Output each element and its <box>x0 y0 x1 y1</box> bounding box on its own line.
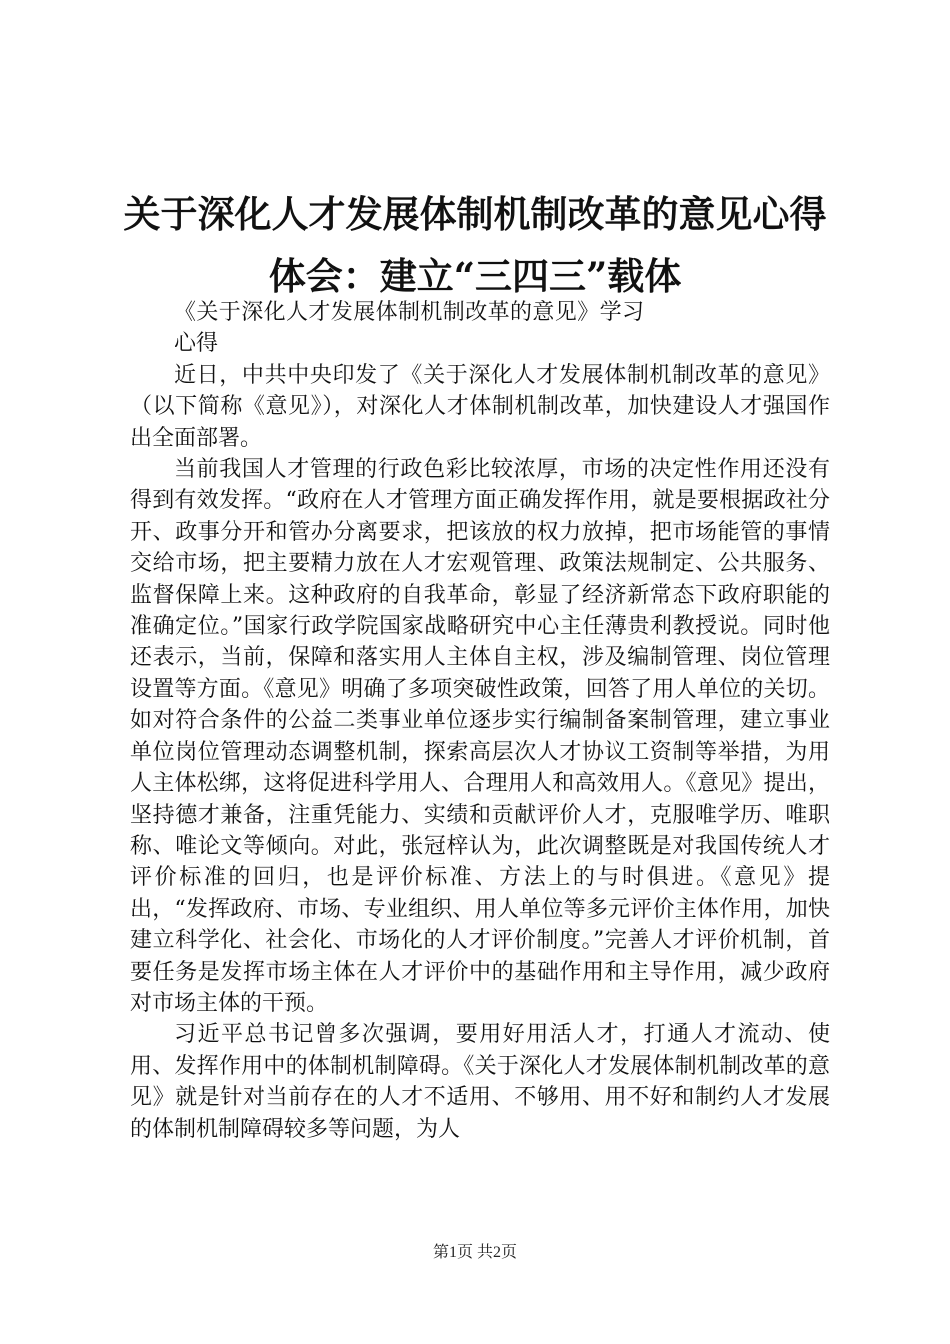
document-title: 关于深化人才发展体制机制改革的意见心得体会：建立“三四三”载体 <box>123 192 827 298</box>
document-subtitle: 《关于深化人才发展体制机制改革的意见》学习心得 <box>174 300 644 357</box>
paragraph-1: 近日，中共中央印发了《关于深化人才发展体制机制改革的意见》（以下简称《意见》），对深化人才体制机制改革，加快建设人才强国作出全面部署。 <box>130 362 830 451</box>
paragraph-2: 当前我国人才管理的行政色彩比较浓厚，市场的决定性作用还没有得到有效发挥。“政府在人才管理方面正确发挥作用，就是要根据政社分开、政事分开和管办分离要求，把该放的权力放掉，把市场能管的事情交给市场，把主要精力放在人才宏观管理、政策法规制定、公共服务、监督保障上来。这种政府的自我革命，彰显了经济新常态下政府职能的准确定位。”国家行政学院国家战略研究中心主任薄贵利教授说。同时他还表示，当前，保障和落实用人主体自主权，涉及编制管理、岗位管理设置等方面。《意见》明确了多项突破性政策，回答了用人单位的关切。如对符合条件的公益二类事业单位逐步实行编制备案制管理，建立事业单位岗位管理动态调整机制，探索高层次人才协议工资制等举措，为用人主体松绑，这将促进科学用人、合理用人和高效用人。《意见》提出，坚持德才兼备，注重凭能力、实绩和贡献评价人才，克服唯学历、唯职称、唯论文等倾向。对此，张冠梓认为，此次调整既是对我国传统人才评价标准的回归，也是评价标准、方法上的与时俱进。《意见》提出，“发挥政府、市场、专业组织、用人单位等多元评价主体作用，加快建立科学化、社会化、市场化的人才评价制度。”完善人才评价机制，首要任务是发挥市场主体在人才评价中的基础作用和主导作用，减少政府对市场主体的干预。 <box>130 457 830 1016</box>
page-number-footer: 第1页 共2页 <box>432 1244 517 1261</box>
document-body <box>130 297 830 1145</box>
paragraph-3: 习近平总书记曾多次强调，要用好用活人才，打通人才流动、使用、发挥作用中的体制机制障碍。《关于深化人才发展体制机制改革的意见》就是针对当前存在的人才不适用、不够用、用不好和制约人才发展的体制机制障碍较多等问题，为人 <box>130 1022 830 1142</box>
